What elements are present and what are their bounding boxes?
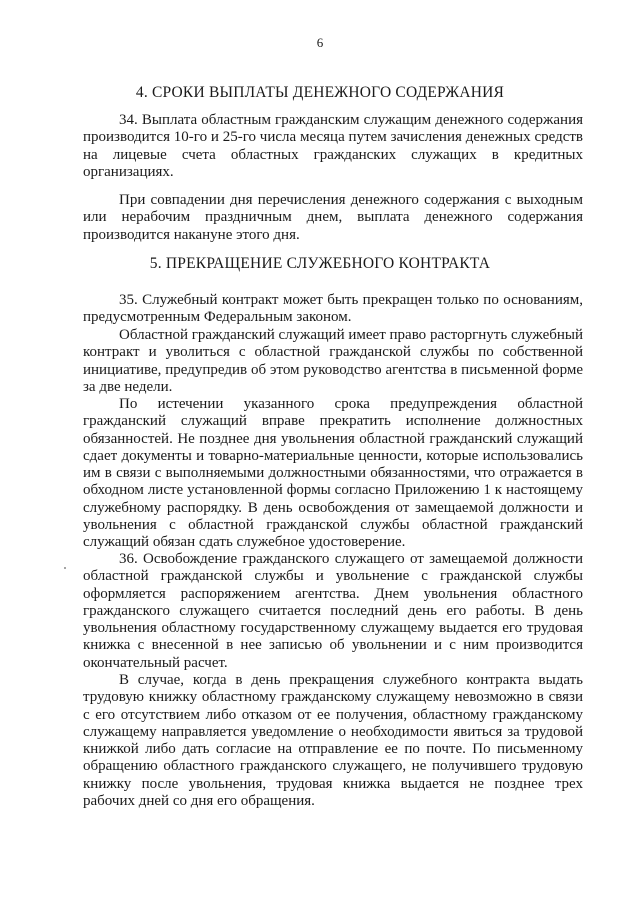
paragraph-34: 34. Выплата областным гражданским служащим денежного содержания производится 10-го и 25-го числа месяца путем зачисления денежных средств на лицевые счета областных гражданских служащих в кредитных организациях. <box>83 112 583 180</box>
section-title-4: 4. СРОКИ ВЫПЛАТЫ ДЕНЕЖНОГО СОДЕРЖАНИЯ <box>135 84 505 101</box>
paragraph-holiday-payment: При совпадении дня перечисления денежного содержания с выходным или нерабочим праздничным днем, выплата денежного содержания производится накануне этого дня. <box>83 192 583 243</box>
scan-speck <box>64 567 66 569</box>
paragraph-work-book-absence: В случае, когда в день прекращения служебного контракта выдать трудовую книжку областному гражданскому служащему невозможно в связи с его отсутствием либо отказом от ее получения, областному гражданскому служащему направляется уведомление о необходимости явиться за трудовой книжкой либо дать согласие на отправление ее по почте. По письменному обращению областного гражданского служащего, не получившего трудовую книжку после увольнения, трудовая книжка выдается не позднее трех рабочих дней со дня его обращения. <box>83 672 583 810</box>
paragraph-notice-expiry: По истечении указанного срока предупреждения областной гражданский служащий вправе прекратить исполнение должностных обязанностей. Не позднее дня увольнения областной гражданский служащий сдает документы и товарно-материальные ценности, которые использовались им в связи с выполняемыми должностными обязанностями, что отражается в обходном листе установленной формы согласно Приложению 1 к настоящему служебному распорядку. В день освобождения от замещаемой должности и увольнения с областной гражданской службы областной гражданский служащий обязан сдать служебное удостоверение. <box>83 396 583 551</box>
page-number: 6 <box>316 35 324 50</box>
paragraph-36: 36. Освобождение гражданского служащего от замещаемой должности областной гражданской службы и увольнение с гражданской службы оформляется распоряжением агентства. Днем увольнения областного гражданского служащего считается последний день его работы. В день увольнения областному государственному служащему выдается его трудовая книжка с внесенной в нее записью об увольнении и с ним производится окончательный расчет. <box>83 551 583 671</box>
paragraph-resignation-right: Областной гражданский служащий имеет право расторгнуть служебный контракт и уволиться с областной гражданской службы по собственной инициативе, предупредив об этом руководство агентства в письменной форме за две недели. <box>83 327 583 395</box>
paragraph-35: 35. Служебный контракт может быть прекращен только по основаниям, предусмотренным Федеральным законом. <box>83 292 583 326</box>
section-title-5: 5. ПРЕКРАЩЕНИЕ СЛУЖЕБНОГО КОНТРАКТА <box>149 255 491 272</box>
